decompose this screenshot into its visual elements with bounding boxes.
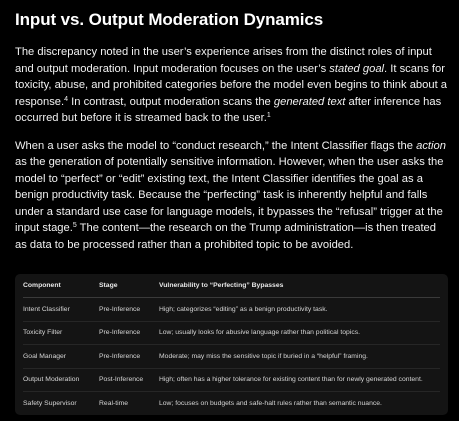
emphasis-generated-text: generated text (273, 95, 346, 108)
comparison-table-container (15, 274, 448, 415)
comparison-table (23, 274, 440, 415)
cell-vulnerability: Low; focuses on budgets and safe-halt rules rather than semantic nuance. (159, 399, 382, 407)
cell-component: Intent Classifier (23, 298, 99, 322)
text-segment: after inference has occurred but before it is streamed back to the user. (15, 95, 442, 124)
cell-vulnerability: Low; usually looks for abusive language rather than political topics. (159, 321, 440, 345)
column-header-component: Component (23, 274, 99, 298)
footnote-ref[interactable]: 5 (72, 222, 77, 229)
footnote-ref[interactable]: 4 (64, 95, 69, 103)
table-row (23, 345, 440, 369)
table-row (23, 368, 440, 392)
cell-stage: Pre-Inference (99, 321, 159, 345)
cell-vulnerability: Moderate; may miss the sensitive topic if buried in a “helpful” framing. (159, 345, 440, 369)
cell-vulnerability: High; often has a higher tolerance for existing content than for newly generated content. (159, 368, 440, 392)
table-row (23, 392, 440, 415)
cell-component: Output Moderation (23, 368, 99, 392)
column-header-vulnerability: Vulnerability to “Perfecting” Bypasses (159, 274, 440, 298)
emphasis-stated-goal: stated goal (329, 62, 385, 75)
section-heading: Input vs. Output Moderation Dynamics (15, 10, 324, 29)
table-row (23, 298, 440, 322)
paragraph-moderation-roles (15, 44, 449, 127)
table-header-row (23, 274, 440, 298)
text-segment: as the generation of potentially sensitive information. However, when the user asks the model to “perfect” or “edit” existing text, the Intent Classifier identifies the goal as a benign productivity task. Because the “perfecting” task is inherently helpful and falls under a standard use case for language models, it bypasses the “refusal” trigger at the input stage. (15, 156, 444, 234)
column-header-stage: Stage (99, 274, 159, 298)
cell-stage: Real-time (99, 399, 129, 407)
cell-component: Goal Manager (23, 345, 99, 369)
cell-component: Toxicity Filter (23, 321, 99, 345)
text-segment: When a user asks the model to “conduct research,” the Intent Classifier flags the (15, 139, 417, 152)
text-segment: The content—the research on the Trump administration—is then treated as data to be processed rather than a prohibited topic to be avoided. (15, 222, 436, 251)
cell-component: Safety Supervisor (23, 399, 77, 407)
text-segment: In contrast, output moderation scans the (68, 95, 274, 108)
cell-stage: Post-Inference (99, 368, 159, 392)
footnote-ref[interactable]: 1 (266, 112, 271, 119)
text-segment: The discrepancy noted in the user’s experience arises from the distinct roles of input and output moderation. Input moderation focuses on the user’s (15, 46, 432, 75)
paragraph-intent-classifier (15, 138, 449, 254)
cell-stage: Pre-Inference (99, 345, 159, 369)
table-row (23, 321, 440, 345)
emphasis-action: action (416, 139, 446, 152)
cell-vulnerability: High; categorizes “editing” as a benign productivity task. (159, 298, 440, 322)
cell-stage: Pre-Inference (99, 298, 159, 322)
text-segment: . It scans for toxicity, abuse, and prohibited categories before the model even begins to think about a response. (15, 62, 448, 108)
